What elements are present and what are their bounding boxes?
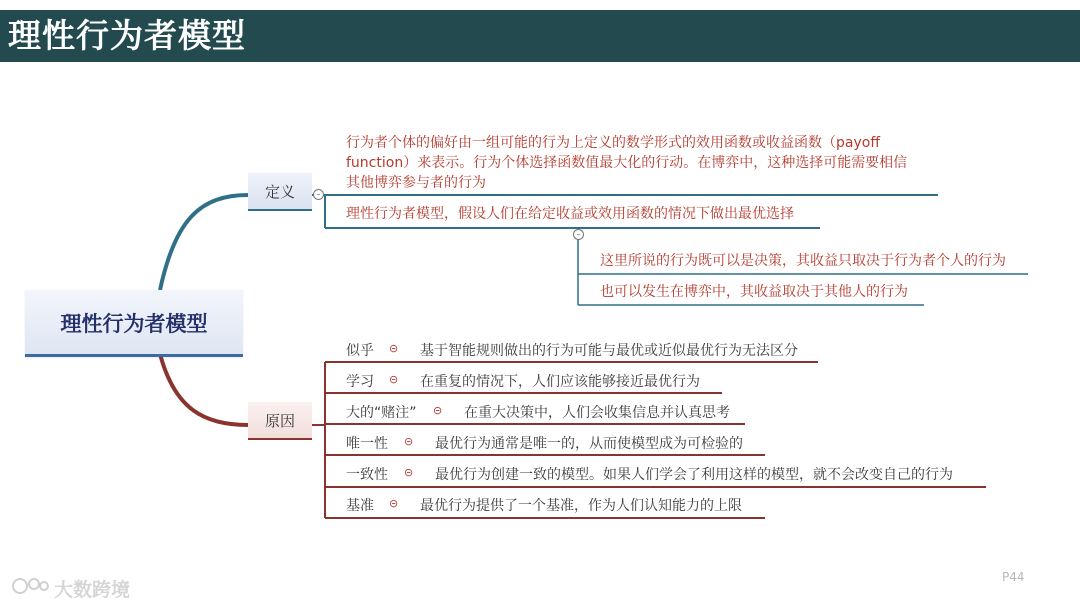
reason-item-desc: 基于智能规则做出的行为可能与最优或近似最优行为无法区分 xyxy=(420,343,798,359)
definition-sub-item-2: 也可以发生在博弈中，其收益取决于其他人的行为 xyxy=(600,284,908,300)
connector-root-definition xyxy=(160,195,248,290)
reason-item-label: 基准 xyxy=(346,498,374,514)
reason-item-desc: 在重大决策中，人们会收集信息并认真思考 xyxy=(464,405,730,421)
reason-item-desc: 在重复的情况下，人们应该能够接近最优行为 xyxy=(420,374,700,390)
reason-item-label: 一致性 xyxy=(346,467,388,483)
collapse-circle-icon[interactable]: – xyxy=(573,229,584,240)
expand-circle-icon[interactable]: ⊝ xyxy=(404,435,414,448)
reason-item-desc: 最优行为创建一致的模型。如果人们学会了利用这样的模型，就不会改变自己的行为 xyxy=(435,467,953,483)
reason-node[interactable] xyxy=(248,402,312,440)
reason-item-desc: 最优行为通常是唯一的，从而使模型成为可检验的 xyxy=(435,436,743,452)
expand-circle-icon[interactable]: ⊝ xyxy=(404,466,414,479)
root-node-label: 理性行为者模型 xyxy=(60,311,208,336)
definition-sub-item-1: 这里所说的行为既可以是决策，其收益只取决于行为者个人的行为 xyxy=(600,253,1006,269)
expand-circle-icon[interactable]: ⊝ xyxy=(389,342,399,355)
reason-node-label: 原因 xyxy=(264,412,295,430)
root-node[interactable] xyxy=(25,290,243,357)
expand-circle-icon[interactable]: ⊝ xyxy=(389,497,399,510)
slide-title: 理性行为者模型 xyxy=(8,16,246,55)
reason-item-label: 学习 xyxy=(346,374,374,390)
collapse-circle-icon[interactable]: – xyxy=(313,189,324,200)
definition-node[interactable] xyxy=(248,173,312,211)
definition-paragraph-line-3: 其他博弈参与者的行为 xyxy=(346,175,486,191)
definition-node-label: 定义 xyxy=(264,183,295,201)
watermark-logo-icon xyxy=(10,574,50,598)
definition-paragraph-line-2: function）来表示。行为个体选择函数值最大化的行动。在博弈中，这种选择可能需要相信 xyxy=(346,155,908,171)
expand-circle-icon[interactable]: ⊝ xyxy=(389,373,399,386)
definition-paragraph-line-1: 行为者个体的偏好由一组可能的行为上定义的数学形式的效用函数或收益函数（payoff xyxy=(346,135,880,151)
page-number: P44 xyxy=(1002,570,1025,584)
connector-root-reason xyxy=(160,354,248,425)
reason-item-label: 唯一性 xyxy=(346,436,388,452)
expand-circle-icon[interactable]: ⊝ xyxy=(433,404,443,417)
reason-item-desc: 最优行为提供了一个基准，作为人们认知能力的上限 xyxy=(420,498,742,514)
watermark-text: 大数跨境 xyxy=(54,579,131,601)
reason-item-label: 大的“赌注” xyxy=(346,405,417,421)
definition-model-line: 理性行为者模型，假设人们在给定收益或效用函数的情况下做出最优选择 xyxy=(346,206,794,222)
reason-item-label: 似乎 xyxy=(346,343,374,359)
